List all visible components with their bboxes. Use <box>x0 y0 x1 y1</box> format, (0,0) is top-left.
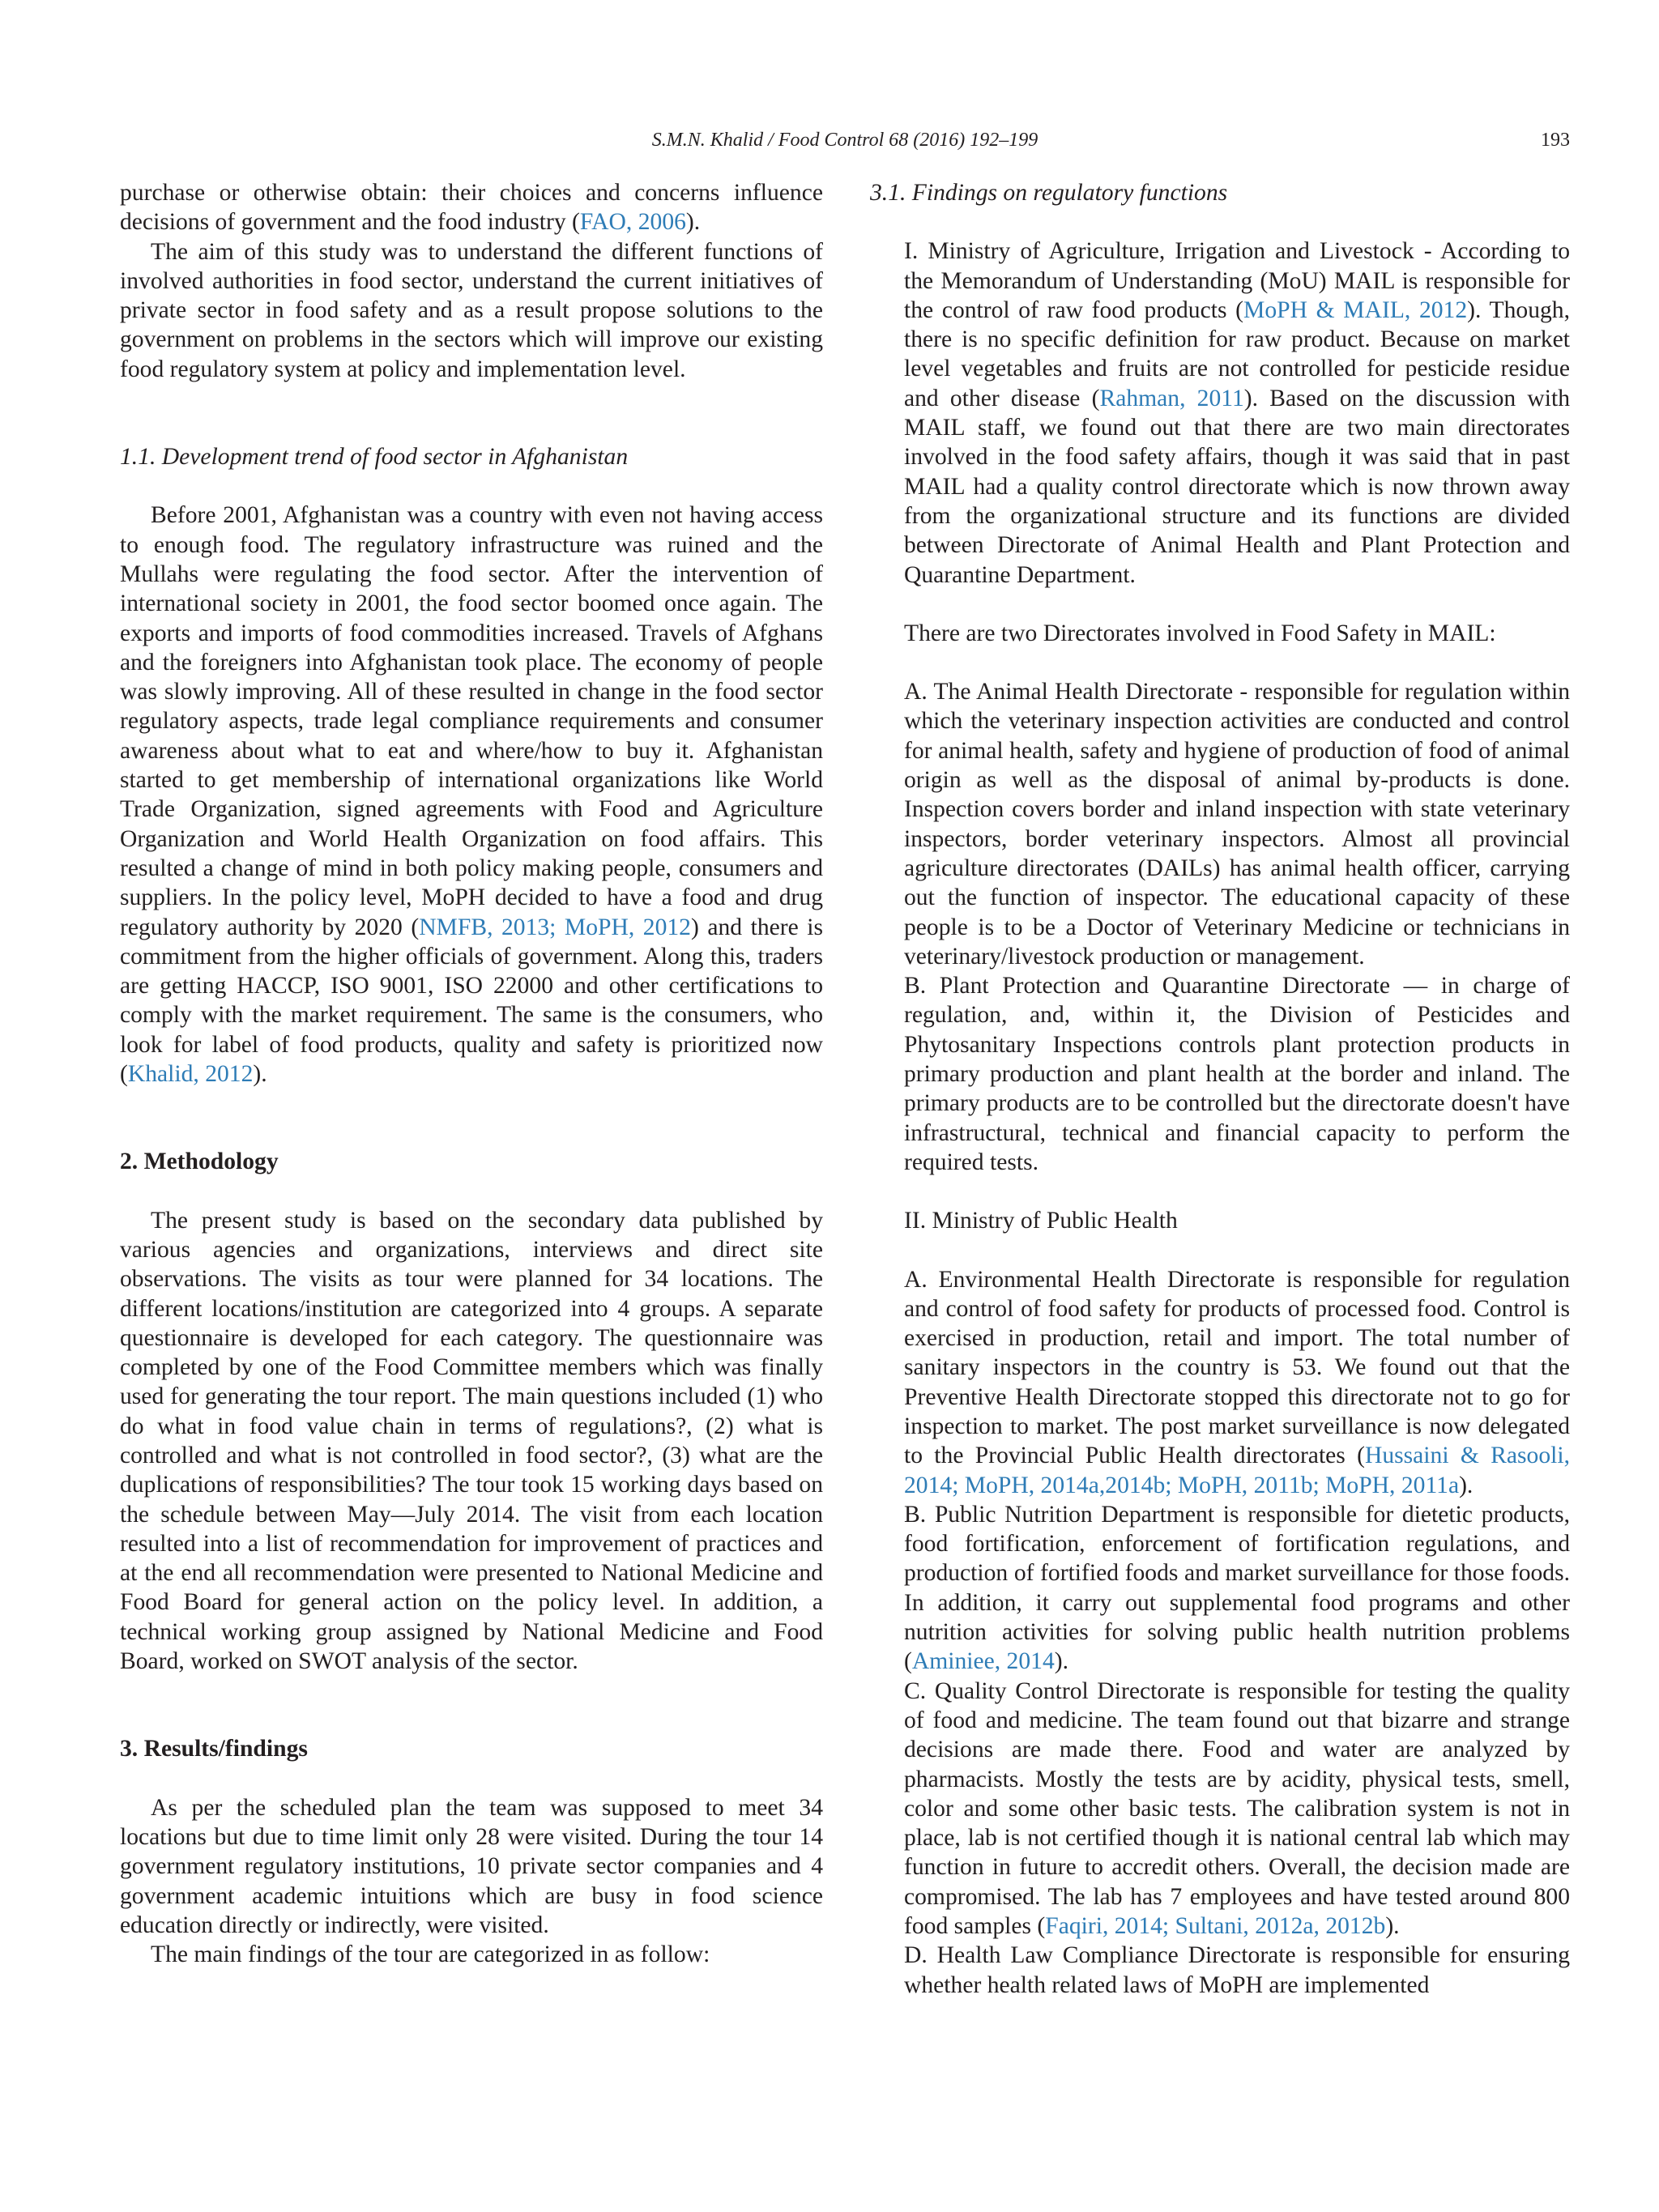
paragraph-plant-protection: B. Plant Protection and Quarantine Directorate — in charge of regulation, and, within it, the Division of Pesticides and Phytosanitary Inspections controls plant protection products in primary production and plant health at the border and inland. The primary products are to be controlled but the directorate doesn't have infrastructural, technical and financial capacity to perform the required tests. <box>904 973 1570 1175</box>
paragraph-mail <box>870 237 1570 590</box>
citation-link[interactable]: NMFB, 2013; MoPH, 2012 <box>419 914 691 940</box>
citation-link[interactable]: MoPH & MAIL, 2012 <box>1243 296 1468 323</box>
text-run: I. Ministry of Agriculture, Irrigation and Livestock - According to the Memorandum of Understanding (MoU) MAIL is responsible for the control of raw food products ( <box>904 238 1570 323</box>
paragraph-methodology: The present study is based on the secondary data published by various agencies and organizations, interviews and direct site observations. The visits as tour were planned for 34 locations. The different locations/institution are categorized into 4 groups. A separate questionnaire is developed for each category. The questionnaire was completed by one of the Food Committee members which was finally used for generating the tour report. The main questions included (1) who do what in food value chain in terms of regulations?, (2) what is controlled and what is not controlled in food sector?, (3) what are the duplications of responsibilities? The tour took 15 working days based on the schedule between May—July 2014. The visit from each location resulted into a list of recommendation for improvement of practices and at the end all recommendation were presented to National Medicine and Food Board for general action on the policy level. In addition, a technical working group assigned by National Medicine and Food Board, worked on SWOT analysis of the sector. <box>120 1207 823 1675</box>
text-run: ). Though, there is no specific definition for raw product. Because on market level vegetables and fruits are not controlled for pesticide residue and other disease ( <box>904 296 1570 411</box>
running-title: S.M.N. Khalid / Food Control 68 (2016) 192–199 <box>651 130 1038 151</box>
text-run: ). <box>253 1061 267 1088</box>
subsection-heading-3-1: 3.1. Findings on regulatory functions <box>870 180 1228 206</box>
subsection-heading-1-1: 1.1. Development trend of food sector in Afghanistan <box>120 444 629 471</box>
text-run: ). Based on the discussion with MAIL staff, we found out that there are two main directorates involved in the food safety affairs, though it was said that in past MAIL had a quality control directorate which is now thrown away from the organizational structure and its functions are divided between Directorate of Animal Health and Plant Protection and Quarantine Department. <box>904 385 1571 588</box>
text-run: B. Public Nutrition Department is responsible for dietetic products, food fortification, enforcement of fortification regulations, and production of fortified foods and market surveillance for those foods. In addition, it carry out supplemental food programs and other nutrition activities for solving public health nutrition problems ( <box>904 1501 1570 1675</box>
citation-link[interactable]: FAO, 2006 <box>579 209 686 236</box>
citation-link[interactable]: Khalid, 2012 <box>127 1061 254 1088</box>
paragraph-animal-health: A. The Animal Health Directorate - responsible for regulation within which the veterinary inspection activities are conducted and control for animal health, safety and hygiene of production of food of animal origin as well as the disposal of animal by-products is done. Inspection covers border and inland inspection with state veterinary inspectors, border veterinary inspectors. Almost all provincial agriculture directorates (DAILs) has animal health officer, carrying out the function of inspector. The educational capacity of these people is to be a Doctor of Veterinary Medicine or technicians in veterinary/livestock production or management. <box>904 679 1570 970</box>
text-run: ). <box>1054 1648 1069 1675</box>
paragraph-results: As per the scheduled plan the team was supposed to meet 34 locations but due to time limit only 28 were visited. During the tour 14 government regulatory institutions, 10 private sector companies and 4 government academic intuitions which are busy in food science education directly or indirectly, were visited. <box>120 1794 823 1938</box>
right-column <box>870 178 1570 2000</box>
paragraph-moph-title: II. Ministry of Public Health <box>904 1208 1178 1234</box>
page-number: 193 <box>1541 130 1570 151</box>
text-run: A. Environmental Health Directorate is responsible for regulation and control of food safety for products of processed food. Control is exercised in production, retail and import. The total number of sanitary inspectors in the country is 53. We found out that the Preventive Health Directorate stopped this directorate not to go for inspection to market. The post market surveillance is now delegated to the Provincial Public Health directorates ( <box>904 1266 1570 1469</box>
paragraph-aim: The aim of this study was to understand the different functions of involved authorities in food sector, understand the current initiatives of private sector in food safety and as a result propose solutions to the government on problems in the sectors which will improve our existing food regulatory system at policy and implementation level. <box>120 238 823 382</box>
section-heading-results: 3. Results/findings <box>120 1736 308 1762</box>
citation-link[interactable]: Hussaini & Rasooli, 2014; MoPH, 2014a,2014b; MoPH, 2011b; MoPH, 2011a <box>904 1443 1570 1498</box>
paragraph-two-directorates: There are two Directorates involved in Food Safety in MAIL: <box>904 620 1496 646</box>
citation-link[interactable]: Aminiee, 2014 <box>911 1648 1055 1675</box>
text-run: C. Quality Control Directorate is responsible for testing the quality of food and medicine. The team found out that bizarre and strange decisions are made there. Food and water are analyzed by pharmacists. Mostly the tests are by acidity, physical tests, smell, color and some other basic tests. The calibration system is not in place, lab is not certified though it is national central lab which may function in future to accredit others. Overall, the decision made are compromised. The lab has 7 employees and have tested around 800 food samples ( <box>904 1677 1570 1940</box>
section-heading-methodology: 2. Methodology <box>120 1149 279 1175</box>
left-column <box>120 178 823 1969</box>
text-run: ). <box>685 209 701 236</box>
paragraph-quality-control <box>870 1677 1570 1941</box>
text-run: ). <box>1385 1913 1400 1940</box>
paragraph-health-law: D. Health Law Compliance Directorate is responsible for ensuring whether health related laws of MoPH are implemented <box>904 1942 1570 1998</box>
paragraph-public-nutrition <box>870 1500 1570 1677</box>
text-run: Before 2001, Afghanistan was a country with even not having access to enough food. The regulatory infrastructure was ruined and the Mullahs were regulating the food sector. After the intervention of international society in 2001, the food sector boomed once again. The exports and imports of food commodities increased. Travels of Afghans and the foreigners into Afghanistan took place. The economy of people was slowly improving. All of these resulted in change in the food sector regulatory aspects, trade legal compliance requirements and consumer awareness about what to eat and where/how to buy it. Afghanistan started to get membership of international organizations like World Trade Organization, signed agreements with Food and Agriculture Organization and World Health Organization on food affairs. This resulted a change of mind in both policy making people, consumers and suppliers. In the policy level, MoPH decided to have a food and drug regulatory authority by 2020 ( <box>120 502 823 940</box>
text-run: purchase or otherwise obtain: their choices and concerns influence decisions of government and the food industry ( <box>120 180 823 236</box>
text-run: ) and there is commitment from the higher officials of government. Along this, traders are getting HACCP, ISO 9001, ISO 22000 and other certifications to comply with the market requirement. The same is the consumers, who look for label of food products, quality and safety is prioritized now ( <box>120 914 823 1088</box>
paragraph-intro-continued <box>120 178 823 237</box>
text-run: ). <box>1459 1472 1473 1498</box>
paragraph-environmental-health <box>870 1265 1570 1500</box>
paragraph-development-trend <box>120 501 823 1089</box>
citation-link[interactable]: Faqiri, 2014; Sultani, 2012a, 2012b <box>1045 1913 1386 1940</box>
citation-link[interactable]: Rahman, 2011 <box>1099 385 1244 411</box>
running-header <box>120 130 1570 159</box>
paragraph-main-findings: The main findings of the tour are categorized in as follow: <box>151 1941 710 1968</box>
